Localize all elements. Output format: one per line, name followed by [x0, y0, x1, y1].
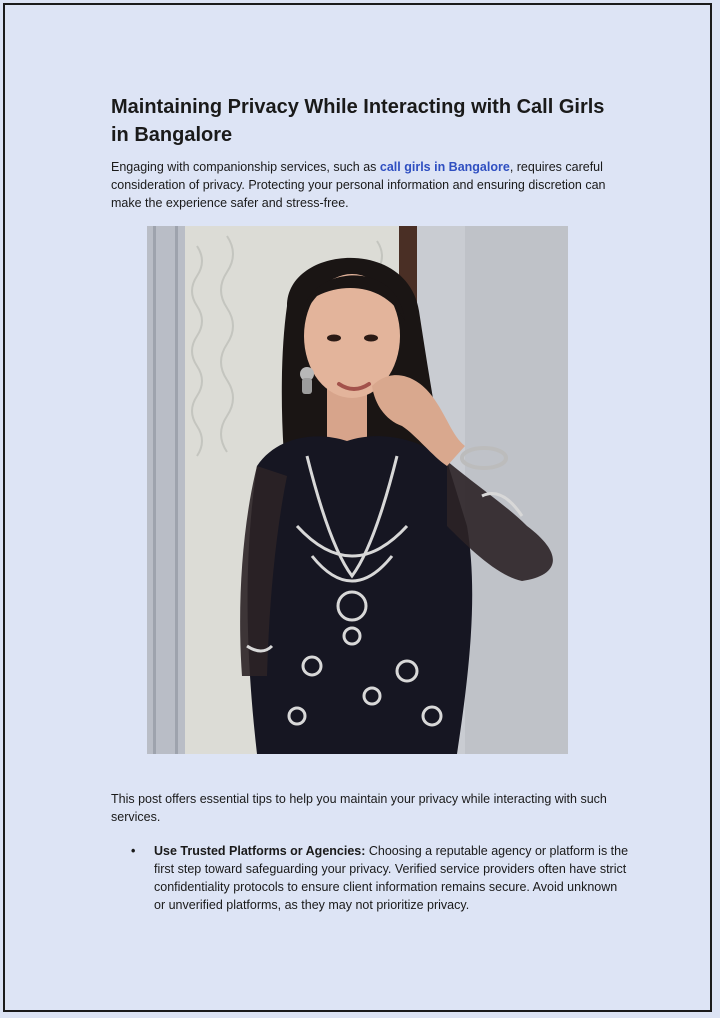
call-girls-bangalore-link[interactable]: call girls in Bangalore	[379, 160, 510, 174]
tip-text: Choosing a reputable agency or platform is the first step toward safeguarding your privacy. Verified service providers often have strict confidentiality protocols to ensure client information remains secure. Avoid unknown or unverified platforms, as they may not prioritize privacy.	[154, 844, 629, 912]
intro-paragraph	[111, 158, 621, 212]
post-note-paragraph: This post offers essential tips to help you maintain your privacy while interacting with such services.	[111, 792, 607, 824]
bullet-icon: •	[131, 844, 136, 858]
article-title: Maintaining Privacy While Interacting with Call Girls in Bangalore	[111, 96, 605, 146]
document-page	[3, 3, 712, 1012]
article-photo	[147, 226, 568, 754]
intro-text-start: Engaging with companionship services, such as	[111, 160, 380, 174]
tips-list	[111, 842, 631, 914]
intro-text-end: , requires careful consideration of privacy. Protecting your personal information and ensuring discretion can make the experience safer and stress-free.	[111, 160, 606, 210]
list-item	[111, 842, 631, 914]
tip-heading: Use Trusted Platforms or Agencies:	[154, 844, 366, 858]
